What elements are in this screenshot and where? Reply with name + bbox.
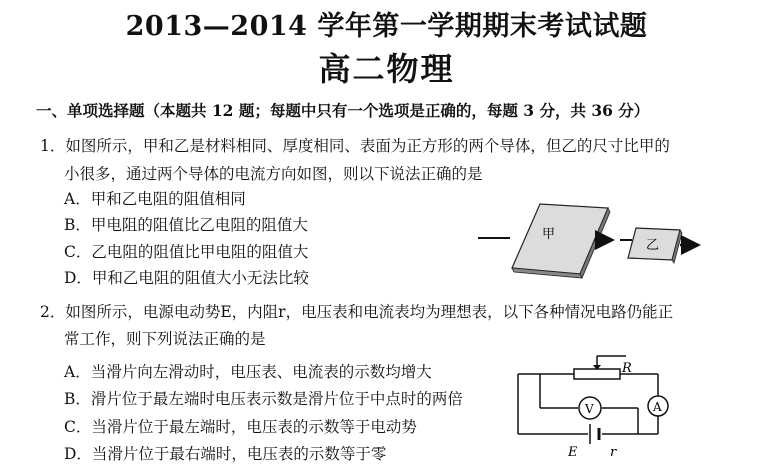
question-1-option-b: B．甲电阻的阻值比乙电阻的阻值大 [64, 216, 308, 234]
question-2-option-b: B．滑片位于最左端时电压表示数是滑片位于中点时的两倍 [64, 390, 463, 408]
internal-resistance-label: r [610, 445, 617, 460]
section-heading: 一、单项选择题（本题共 12 题；每题中只有一个选项是正确的，每题 3 分，共 36 分） [36, 101, 650, 120]
question-2-stem-line2: 常工作，则下列说法正确的是 [64, 330, 266, 348]
exam-subject: 高二物理 [318, 50, 455, 88]
question-1-figure [470, 190, 770, 290]
conductor-b-label: 乙 [646, 238, 660, 253]
conductor-a-shape [512, 204, 608, 274]
emf-label: E [568, 445, 578, 460]
conductor-a-label: 甲 [542, 227, 556, 242]
question-1-stem-line1: 1．如图所示，甲和乙是材料相同、厚度相同、表面为正方形的两个导体，但乙的尺寸比甲的 [40, 137, 670, 155]
ammeter-label: A [653, 400, 662, 414]
question-2-option-a: A．当滑片向左滑动时，电压表、电流表的示数均增大 [64, 363, 432, 381]
question-2-option-c: C．当滑片位于最左端时，电压表的示数等于电动势 [64, 418, 417, 436]
question-2-option-d: D．当滑片位于最右端时，电压表的示数等于零 [64, 445, 387, 463]
question-1-option-d: D．甲和乙电阻的阻值大小无法比较 [64, 269, 309, 287]
question-2-circuit-figure [510, 352, 690, 473]
question-1-option-a: A．甲和乙电阻的阻值相同 [64, 190, 246, 208]
question-1-stem-line2: 小很多，通过两个导体的电流方向如图，则以下说法正确的是 [64, 165, 483, 183]
question-1-option-c: C．乙电阻的阻值比甲电阻的阻值大 [64, 243, 309, 261]
rheostat-label: R [622, 361, 632, 376]
exam-title: 2013—2014 学年第一学期期末考试试题 [125, 11, 648, 42]
voltmeter-label: V [585, 402, 594, 416]
rheostat-resistor [574, 369, 620, 379]
question-2-stem-line1: 2．如图所示，电源电动势E，内阻r，电压表和电流表均为理想表，以下各种情况电路仍能正 [40, 303, 674, 321]
